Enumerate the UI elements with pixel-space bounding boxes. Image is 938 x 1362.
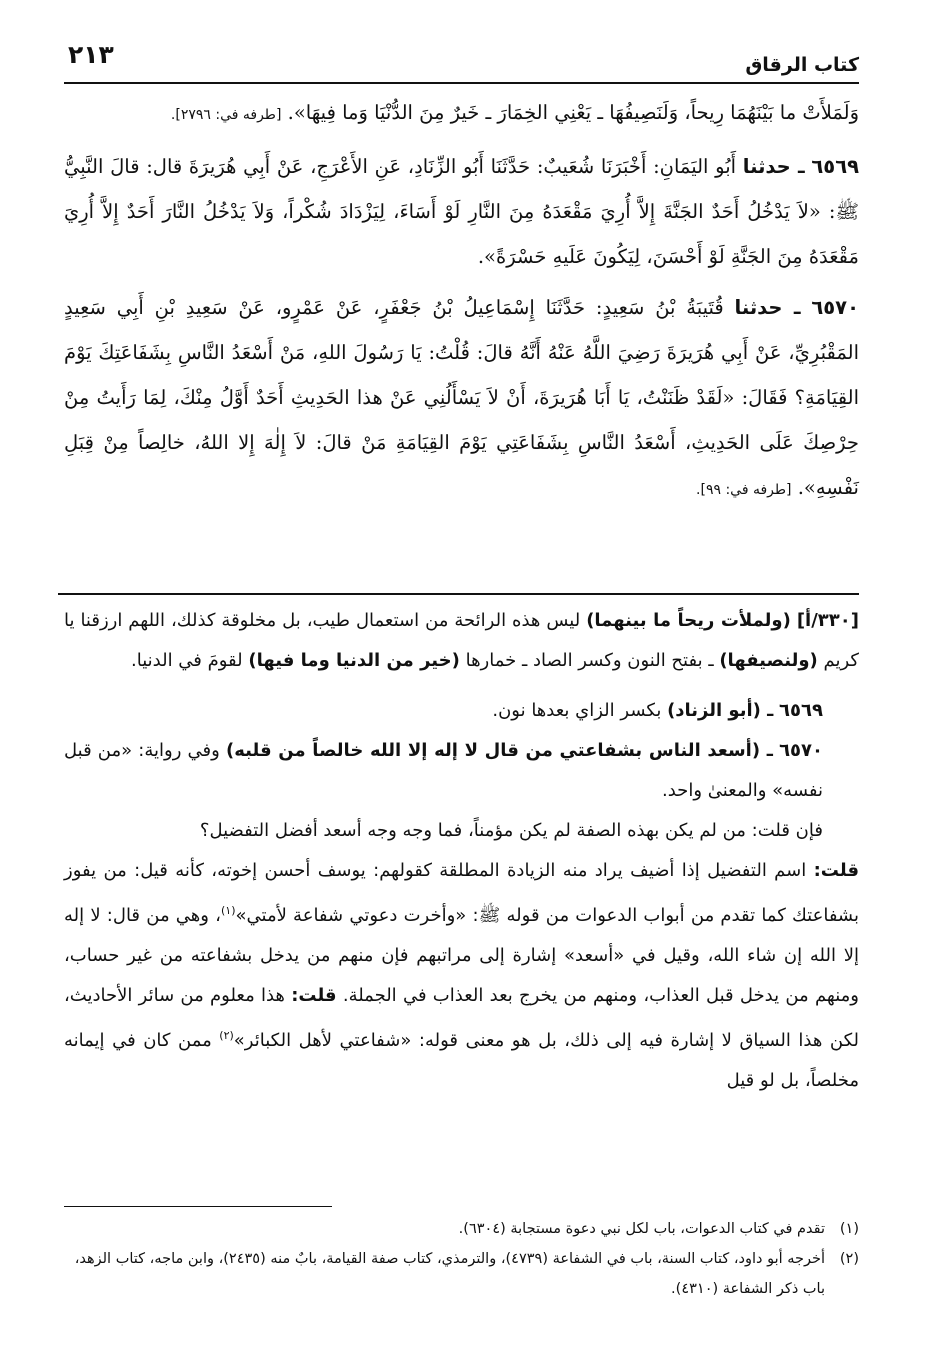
- hadith-6569: ٦٥٦٩ ـ حدثنا أَبُو اليَمَانِ: أَخْبَرَنَا شُعَيبٌ: حَدَّثَنَا أَبُو الزِّنَادِ، عَنِ الأَعْرَجِ، عَنْ أَبِي هُرَيرَةَ قال: قالَ النَّبِيُّ ﷺ: «لاَ يَدْخُلُ أَحَدٌ الجَنَّةَ إِلاَّ أُرِيَ مَقْعَدَهُ مِنَ النَّارِ لَوْ أَسَاءَ، لِيَزْدَادَ شُكْراً، وَلاَ يَدْخُلُ النَّارَ أَحَدٌ إِلاَّ أُرِيَ مَقْعَدَهُ مِنَ الجَنَّةِ لَوْ أَحْسَنَ، لِيَكُونَ عَلَيهِ حَسْرَةً».: [64, 155, 859, 268]
- chapter-title: كتاب الرقاق: [745, 54, 859, 76]
- qultu-label: قلت:: [291, 985, 337, 1006]
- commentary-text: هذا معلوم من سائر الأحاديث، لكن هذا السياق لا إشارة فيه إلى ذلك، بل هو معنى قوله: «شفاعتي لأهل الكبائر»: [64, 985, 859, 1051]
- lemma: (أسعد الناس بشفاعتي من قال لا إله إلا الله خالصاً من قلبه): [225, 740, 761, 761]
- hadith-6570: ٦٥٧٠ ـ حدثنا قُتَيبَةُ بْنُ سَعِيدٍ: حَدَّثَنَا إِسْمَاعِيلُ بْنُ جَعْفَرٍ، عَنْ عَمْرٍو، عَنْ سَعِيدِ بْنِ أَبِي سَعِيدٍ المَقْبُرِيِّ، عَنْ أَبِي هُرَيرَةَ رَضِيَ اللَّهُ عَنْهُ أَنَّهُ قالَ: قُلْتُ: يَا رَسُولَ اللهِ، مَنْ أَسْعَدُ النَّاسِ بِشَفَاعَتِكَ يَوْمَ القِيَامَةِ؟ فَقَالَ: «لَقَدْ ظَنَنْتُ، يَا أَبَا هُرَيرَةَ، أَنْ لاَ يَسْأَلُنِي عَنْ هذا الحَدِيثِ أَحَدٌ أَوَّلُ مِنْكَ، لِمَا رَأَيتُ مِنْ حِرْصِكَ عَلَى الحَدِيثِ، أَسْعَدُ النَّاسِ بِشَفَاعَتِي يَوْمَ القِيَامَةِ مَنْ قالَ: لاَ إِلٰهَ إِلا اللهُ، خالِصاً مِنْ قِبَلِ نَفْسِهِ». [طرفه في: ٩٩].: [64, 296, 859, 499]
- footnote: [64, 1244, 859, 1304]
- header-rule: [64, 82, 859, 84]
- commentary-text: وفي رواية: «من قبل نفسه» والمعنىٰ واحد.: [64, 740, 823, 801]
- hadith-body: قُتَيبَةُ بْنُ سَعِيدٍ: حَدَّثَنَا إِسْمَاعِيلُ بْنُ جَعْفَرٍ، عَنْ عَمْرٍو، عَنْ سَعِيدِ بْنِ أَبِي سَعِيدٍ المَقْبُرِيِّ، عَنْ أَبِي هُرَيرَةَ رَضِيَ اللَّهُ عَنْهُ أَنَّهُ قالَ: قُلْتُ: يَا رَسُولَ اللهِ، مَنْ أَسْعَدُ النَّاسِ بِشَفَاعَتِكَ يَوْمَ القِيَامَةِ؟ فَقَالَ: «لَقَدْ ظَنَنْتُ، يَا أَبَا هُرَيرَةَ، أَنْ لاَ يَسْأَلُنِي عَنْ هذا الحَدِيثِ أَحَدٌ أَوَّلُ مِنْكَ، لِمَا رَأَيتُ مِنْ حِرْصِكَ عَلَى الحَدِيثِ، أَسْعَدُ النَّاسِ بِشَفَاعَتِي يَوْمَ القِيَامَةِ مَنْ قالَ: لاَ إِلٰهَ إِلا اللهُ، خالِصاً مِنْ قِبَلِ نَفْسِهِ».: [64, 296, 859, 499]
- hadith-body: أَبُو اليَمَانِ: أَخْبَرَنَا شُعَيبٌ: حَدَّثَنَا أَبُو الزِّنَادِ، عَنِ الأَعْرَجِ، عَنْ أَبِي هُرَيرَةَ قال: قالَ النَّبِيُّ ﷺ: «لاَ يَدْخُلُ أَحَدٌ الجَنَّةَ إِلاَّ أُرِيَ مَقْعَدَهُ مِنَ النَّارِ لَوْ أَسَاءَ، لِيَزْدَادَ شُكْراً، وَلاَ يَدْخُلُ النَّارَ أَحَدٌ إِلاَّ أُرِيَ مَقْعَدَهُ مِنَ الجَنَّةِ لَوْ أَحْسَنَ، لِيَكُونَ عَلَيهِ حَسْرَةً».: [64, 155, 859, 268]
- folio-ref: [٣٣٠/أ]: [796, 610, 859, 631]
- footnote-text: تقدم في كتاب الدعوات، باب لكل نبي دعوة مستجابة (٦٣٠٤).: [458, 1221, 825, 1237]
- qultu-label: قلت:: [813, 860, 859, 881]
- page-number: ٢١٣: [68, 40, 114, 69]
- commentary-text: اسم التفضيل إذا أضيف يراد منه الزيادة المطلقة كقولهم: يوسف أحسن إخوته، كأنه قيل: من يفوز بشفاعتك كما تقدم من أبواب الدعوات من قوله ﷺ: «وأخرت دعوتي شفاعة لأمتي»: [64, 860, 859, 926]
- commentary-para-5: [64, 851, 859, 1101]
- lemma: (ولنصيفها): [719, 650, 818, 671]
- footnote-marker[interactable]: (١): [220, 904, 236, 917]
- commentary-text: لقومَ في الدنيا.: [130, 650, 243, 671]
- hadith-number: ٦٥٦٩: [811, 155, 859, 178]
- commentary-para-4: [64, 811, 859, 851]
- continuation-text: وَلَمَلأَتْ ما بَيْنَهُمَا رِيحاً، وَلَنَصِيفُهَا ـ يَعْنِي الخِمَارَ ـ خَيرٌ مِنَ الدُّنْيَا وَما فِيهَا».: [287, 101, 859, 124]
- commentary-text: فإن قلت: من لم يكن بهذه الصفة لم يكن مؤمناً، فما وجه وجه أسعد أفضل التفضيل؟: [199, 820, 823, 841]
- commentary: [64, 601, 859, 1101]
- commentary-text: ـ بفتح النون وكسر الصاد ـ خمارها: [465, 650, 714, 671]
- footnotes: [64, 1214, 859, 1304]
- commentary-text: ليس هذه الرائحة من استعمال طيب، بل مخلوقة كذلك، اللهم ارزقنا يا كريم: [64, 610, 859, 671]
- cross-reference: [طرفه في: ٢٧٩٦].: [170, 107, 282, 123]
- footnote-number: (١): [839, 1221, 859, 1237]
- book-page: [64, 38, 859, 1297]
- commentary-para-1: [64, 601, 859, 681]
- footnote-rule: [64, 1206, 332, 1207]
- footnote: [64, 1214, 859, 1244]
- hadith-label: حدثنا: [734, 296, 783, 319]
- commentary-text: ممن كان في إيمانه مخلصاً، بل لو قيل: [64, 1030, 859, 1091]
- footnote-number: (٢): [839, 1251, 859, 1267]
- commentary-text: ، وهي من قال: لا إله إلا الله إن شاء الله، وقيل في «أسعد» إشارة إلى مراتبهم فإن منهم من يدخل بشفاعته من غير حساب، ومنهم من يدخل قبل العذاب، ومنهم من يخرج بعد العذاب في الجملة.: [64, 905, 859, 1006]
- lemma: (أبو الزناد): [667, 700, 761, 721]
- footnote-text: أخرجه أبو داود، كتاب السنة، باب في الشفاعة (٤٧٣٩)، والترمذي، كتاب صفة القيامة، بابٌ منه (٢٤٣٥)، وابن ماجه، كتاب الزهد، باب ذكر الشفاعة (٤٣١٠).: [74, 1251, 825, 1297]
- commentary-rule: [58, 593, 859, 595]
- page-header: [64, 38, 859, 80]
- cross-reference: [طرفه في: ٩٩].: [696, 482, 792, 498]
- hadith-number: ٦٥٦٩: [779, 700, 823, 721]
- hadith-label: حدثنا: [742, 155, 791, 178]
- hadith-continuation: [64, 90, 859, 138]
- hadith-number: ٦٥٧٠: [779, 740, 824, 761]
- commentary-text: بكسر الزاي بعدها نون.: [492, 700, 662, 721]
- footnote-marker[interactable]: (٢): [219, 1029, 234, 1042]
- hadith-text: [64, 90, 859, 519]
- lemma: (ولملأت ريحاً ما بينهما): [586, 610, 791, 631]
- hadith-number: ٦٥٧٠: [811, 296, 859, 319]
- commentary-para-3: ٦٥٧٠ ـ (أسعد الناس بشفاعتي من قال لا إله إلا الله خالصاً من قلبه) وفي رواية: «من قبل نفسه» والمعنىٰ واحد.: [64, 740, 824, 801]
- lemma: (خير من الدنيا وما فيها): [248, 650, 460, 671]
- commentary-para-2: ٦٥٦٩ ـ (أبو الزناد) بكسر الزاي بعدها نون.: [492, 700, 823, 721]
